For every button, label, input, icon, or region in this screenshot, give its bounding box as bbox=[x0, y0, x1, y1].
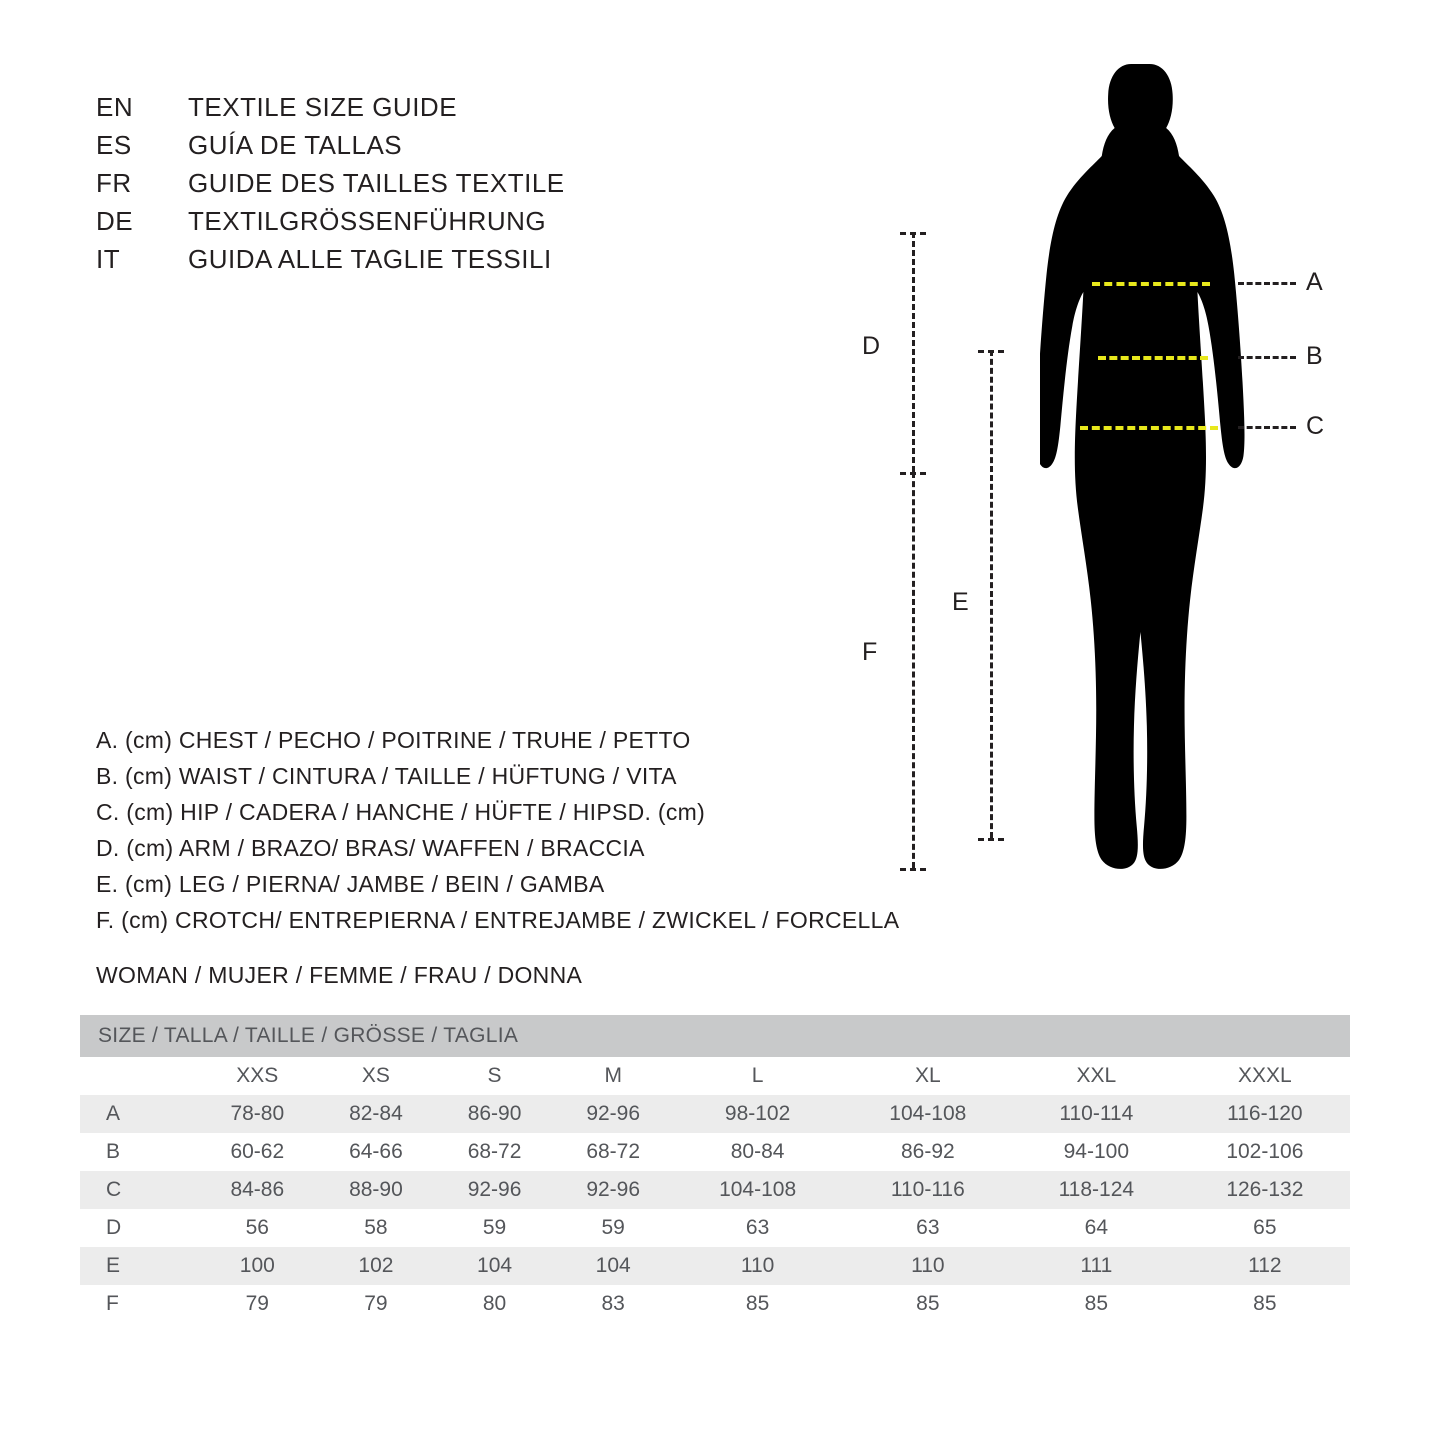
legend-item-a: A. (cm) CHEST / PECHO / POITRINE / TRUHE / PETTO bbox=[96, 727, 691, 753]
table-row bbox=[80, 1095, 1350, 1133]
chest-measure-dash bbox=[1092, 282, 1210, 286]
cell-c-l: 104-108 bbox=[673, 1171, 843, 1209]
cell-f-l: 85 bbox=[673, 1285, 843, 1323]
cell-d-s: 59 bbox=[435, 1209, 554, 1247]
label-c: C bbox=[1306, 412, 1325, 440]
table-header-xs: XS bbox=[317, 1057, 436, 1095]
table-header-xxs: XXS bbox=[198, 1057, 317, 1095]
legend-item-d: D. (cm) ARM / BRAZO/ BRAS/ WAFFEN / BRACCIA bbox=[96, 835, 645, 861]
cell-a-xxs: 78-80 bbox=[198, 1095, 317, 1133]
cell-d-xl: 63 bbox=[843, 1209, 1013, 1247]
table-row bbox=[80, 1133, 1350, 1171]
cell-e-l: 110 bbox=[673, 1247, 843, 1285]
cell-d-xs: 58 bbox=[317, 1209, 436, 1247]
cell-c-xs: 88-90 bbox=[317, 1171, 436, 1209]
cell-b-xxs: 60-62 bbox=[198, 1133, 317, 1171]
cell-e-xs: 102 bbox=[317, 1247, 436, 1285]
table-row bbox=[80, 1285, 1350, 1323]
cell-e-m: 104 bbox=[554, 1247, 673, 1285]
cell-a-xs: 82-84 bbox=[317, 1095, 436, 1133]
cell-d-l: 63 bbox=[673, 1209, 843, 1247]
language-row-en bbox=[96, 92, 796, 130]
language-code-en: EN bbox=[96, 92, 134, 122]
language-text-it: GUIDA ALLE TAGLIE TESSILI bbox=[188, 244, 552, 274]
language-text-en: TEXTILE SIZE GUIDE bbox=[188, 92, 458, 122]
cell-e-xxxl: 112 bbox=[1180, 1247, 1350, 1285]
row-label-b: B bbox=[80, 1133, 198, 1171]
leg-dimension-line bbox=[990, 350, 993, 838]
language-text-fr: GUIDE DES TAILLES TEXTILE bbox=[188, 168, 565, 198]
table-header-row bbox=[80, 1057, 1350, 1095]
chest-leader-line bbox=[1238, 282, 1296, 285]
cell-d-m: 59 bbox=[554, 1209, 673, 1247]
cell-c-xxxl: 126-132 bbox=[1180, 1171, 1350, 1209]
table-header-xl: XL bbox=[843, 1057, 1013, 1095]
hip-measure-dash bbox=[1080, 426, 1218, 430]
cell-d-xxl: 64 bbox=[1013, 1209, 1180, 1247]
label-a: A bbox=[1306, 268, 1323, 296]
row-label-a: A bbox=[80, 1095, 198, 1133]
label-b: B bbox=[1306, 342, 1323, 370]
language-text-de: TEXTILGRÖSSENFÜHRUNG bbox=[188, 206, 547, 236]
cell-b-s: 68-72 bbox=[435, 1133, 554, 1171]
cell-c-xxl: 118-124 bbox=[1013, 1171, 1180, 1209]
language-row-de bbox=[96, 206, 796, 244]
hip-leader-line bbox=[1238, 426, 1296, 429]
row-label-c: C bbox=[80, 1171, 198, 1209]
row-label-f: F bbox=[80, 1285, 198, 1323]
legend-item-f: F. (cm) CROTCH/ ENTREPIERNA / ENTREJAMBE / ZWICKEL / FORCELLA bbox=[96, 907, 900, 933]
cell-e-xl: 110 bbox=[843, 1247, 1013, 1285]
row-label-e: E bbox=[80, 1247, 198, 1285]
legend-item-b: B. (cm) WAIST / CINTURA / TAILLE / HÜFTUNG / VITA bbox=[96, 763, 677, 789]
cell-a-xxl: 110-114 bbox=[1013, 1095, 1180, 1133]
cell-b-xl: 86-92 bbox=[843, 1133, 1013, 1171]
language-title-block bbox=[96, 92, 796, 282]
arm-dimension-line bbox=[912, 232, 915, 472]
waist-measure-dash bbox=[1098, 356, 1208, 360]
cell-a-l: 98-102 bbox=[673, 1095, 843, 1133]
cell-c-xl: 110-116 bbox=[843, 1171, 1013, 1209]
measurement-legend bbox=[96, 722, 926, 938]
cell-a-xl: 104-108 bbox=[843, 1095, 1013, 1133]
leg-dimension-bottom-tick bbox=[978, 838, 1004, 841]
label-f: F bbox=[862, 638, 878, 666]
cell-a-xxxl: 116-120 bbox=[1180, 1095, 1350, 1133]
cell-e-xxs: 100 bbox=[198, 1247, 317, 1285]
cell-f-xxxl: 85 bbox=[1180, 1285, 1350, 1323]
cell-b-xxxl: 102-106 bbox=[1180, 1133, 1350, 1171]
waist-leader-line bbox=[1238, 356, 1296, 359]
language-code-it: IT bbox=[96, 244, 121, 274]
cell-f-m: 83 bbox=[554, 1285, 673, 1323]
language-code-de: DE bbox=[96, 206, 134, 236]
cell-a-m: 92-96 bbox=[554, 1095, 673, 1133]
size-table bbox=[80, 1015, 1350, 1323]
table-row bbox=[80, 1247, 1350, 1285]
row-label-d: D bbox=[80, 1209, 198, 1247]
language-row-it bbox=[96, 244, 796, 282]
cell-f-xxl: 85 bbox=[1013, 1285, 1180, 1323]
cell-c-xxs: 84-86 bbox=[198, 1171, 317, 1209]
cell-f-s: 80 bbox=[435, 1285, 554, 1323]
cell-e-xxl: 111 bbox=[1013, 1247, 1180, 1285]
cell-f-xl: 85 bbox=[843, 1285, 1013, 1323]
table-header-m: M bbox=[554, 1057, 673, 1095]
cell-d-xxs: 56 bbox=[198, 1209, 317, 1247]
cell-a-s: 86-90 bbox=[435, 1095, 554, 1133]
cell-f-xs: 79 bbox=[317, 1285, 436, 1323]
language-row-fr bbox=[96, 168, 796, 206]
size-table-caption: SIZE / TALLA / TAILLE / GRÖSSE / TAGLIA bbox=[80, 1015, 1350, 1057]
legend-item-e: E. (cm) LEG / PIERNA/ JAMBE / BEIN / GAMBA bbox=[96, 871, 605, 897]
language-row-es bbox=[96, 130, 796, 168]
cell-b-xxl: 94-100 bbox=[1013, 1133, 1180, 1171]
cell-f-xxs: 79 bbox=[198, 1285, 317, 1323]
label-e: E bbox=[952, 588, 969, 616]
language-code-fr: FR bbox=[96, 168, 132, 198]
table-header-l: L bbox=[673, 1057, 843, 1095]
cell-b-l: 80-84 bbox=[673, 1133, 843, 1171]
cell-e-s: 104 bbox=[435, 1247, 554, 1285]
arm-dimension-top-tick bbox=[900, 232, 926, 235]
cell-b-xs: 64-66 bbox=[317, 1133, 436, 1171]
cell-c-s: 92-96 bbox=[435, 1171, 554, 1209]
table-row bbox=[80, 1209, 1350, 1247]
gender-caption: WOMAN / MUJER / FEMME / FRAU / DONNA bbox=[96, 962, 583, 988]
cell-c-m: 92-96 bbox=[554, 1171, 673, 1209]
language-text-es: GUÍA DE TALLAS bbox=[188, 130, 403, 160]
table-row bbox=[80, 1171, 1350, 1209]
table-header-s: S bbox=[435, 1057, 554, 1095]
cell-d-xxxl: 65 bbox=[1180, 1209, 1350, 1247]
legend-item-c: C. (cm) HIP / CADERA / HANCHE / HÜFTE / HIPSD. (cm) bbox=[96, 799, 706, 825]
leg-dimension-top-tick bbox=[978, 350, 1004, 353]
table-header-xxxl: XXXL bbox=[1180, 1057, 1350, 1095]
language-code-es: ES bbox=[96, 130, 132, 160]
label-d: D bbox=[862, 332, 881, 360]
cell-b-m: 68-72 bbox=[554, 1133, 673, 1171]
table-header-corner bbox=[80, 1057, 198, 1095]
woman-silhouette-icon bbox=[1040, 60, 1260, 890]
table-header-xxl: XXL bbox=[1013, 1057, 1180, 1095]
